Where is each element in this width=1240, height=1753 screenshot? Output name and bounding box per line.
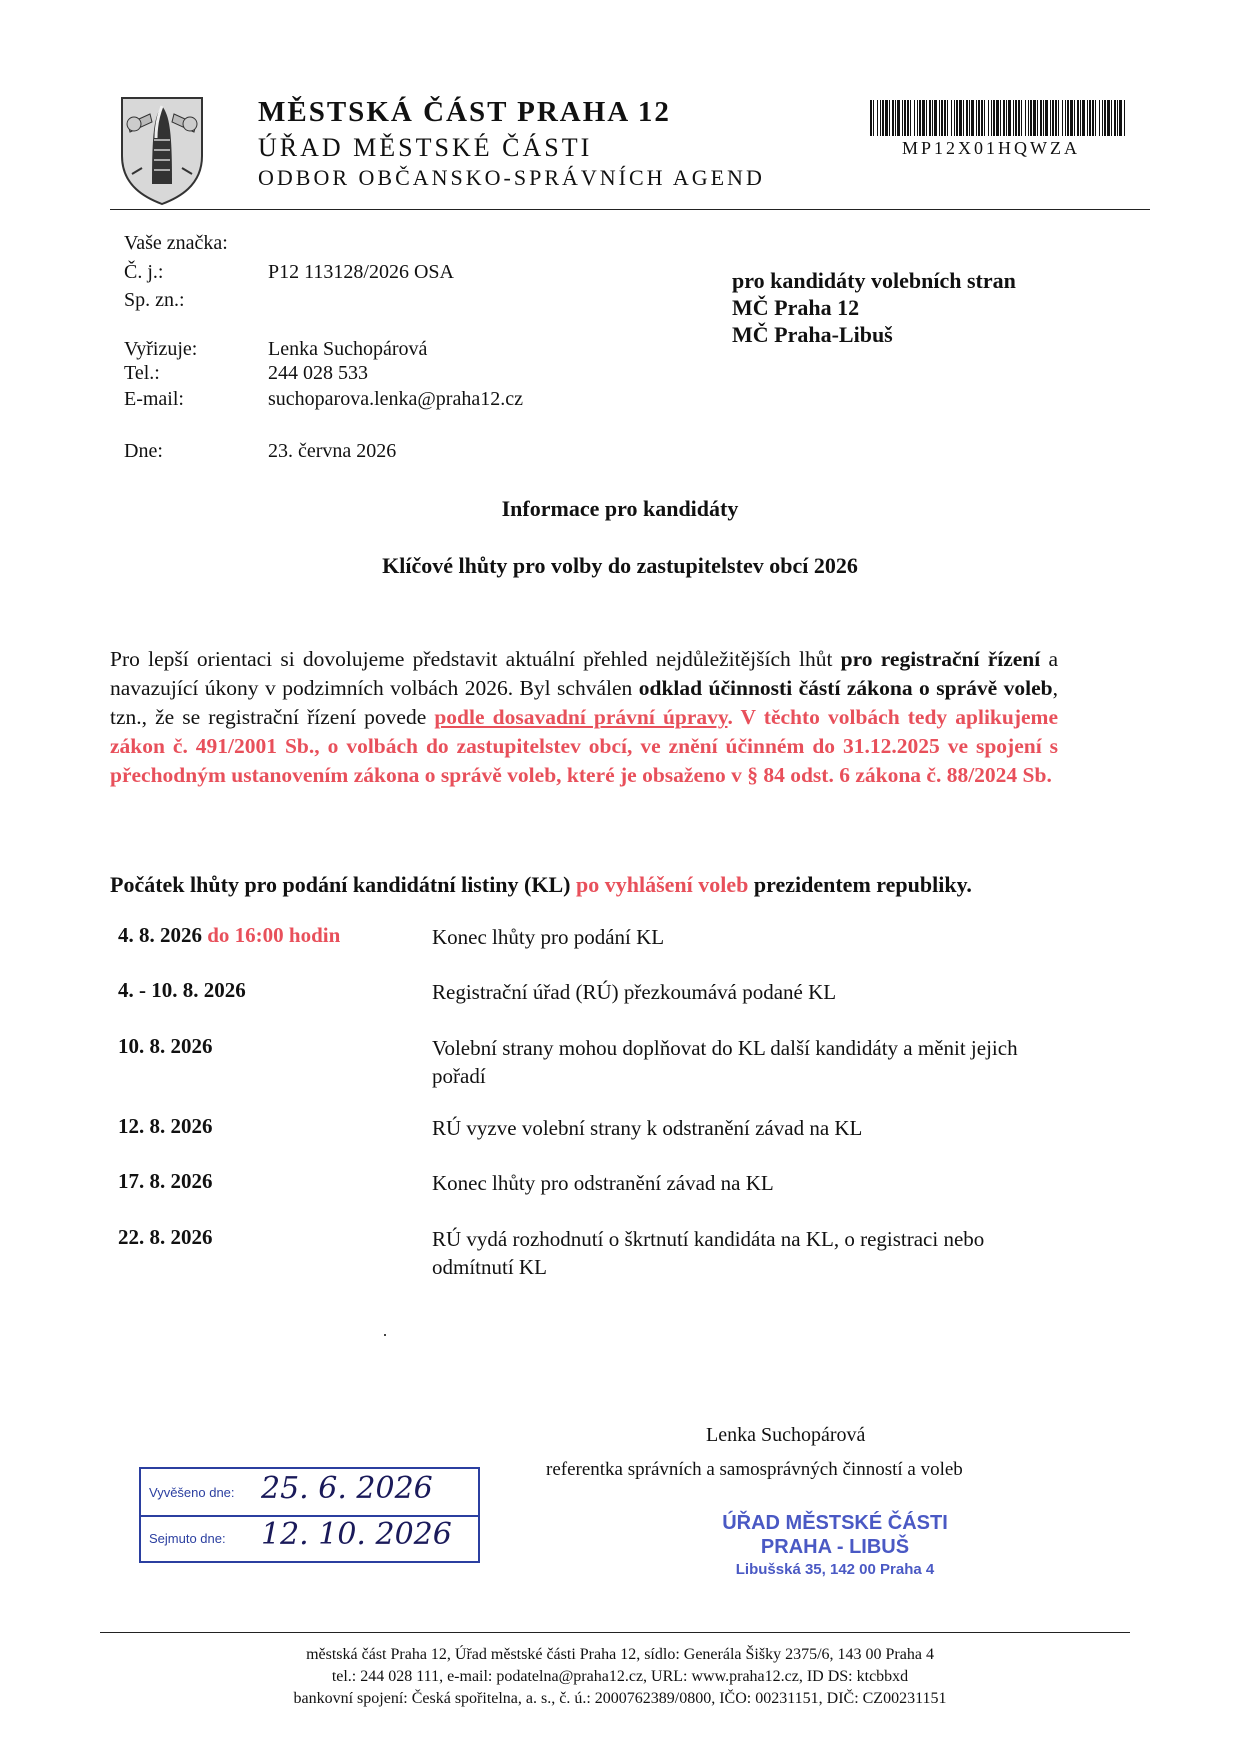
barcode-bar [932,100,933,136]
file-number-label: Sp. zn.: [124,289,185,311]
document-title: Informace pro kandidáty [501,496,739,521]
barcode-bar [1037,100,1038,136]
email[interactable]: suchoparova.lenka@praha12.cz [268,388,523,410]
posting-stamp [139,1467,480,1563]
barcode-bar [1055,100,1057,136]
barcode-bar [1008,100,1011,136]
barcode-bar [873,100,874,136]
office-stamp-line-3: Libušská 35, 142 00 Praha 4 [735,1561,935,1578]
deadline-date: 12. 8. 2026 [118,1114,213,1138]
intro-text-5: , tzn., že se registrační řízení povede [110,676,1058,729]
barcode-bar [993,100,995,136]
barcode-bar [1082,100,1085,136]
barcode-bar [1052,100,1054,136]
barcode-bar [870,100,872,136]
intro-text-2: pro registrační řízení [840,647,1041,671]
barcode-bar [1104,100,1106,136]
deadline-date-text: 4. 8. 2026 [118,923,202,947]
barcode-bar [1025,100,1026,136]
barcode-bar [907,100,909,136]
intro-link-legal[interactable]: podle dosavadní právní úpravy [434,705,728,729]
barcode-bar [1095,100,1096,136]
barcode-bar [939,100,940,136]
phone: 244 028 533 [268,362,368,384]
signer-name: Lenka Suchopárová [706,1424,866,1446]
barcode-bar [897,100,900,136]
phone-label: Tel.: [124,362,160,384]
barcode-bar [963,100,964,136]
signer-role: referentka správních a samosprávných činností a voleb [546,1459,963,1480]
barcode-bar [1006,100,1007,136]
office-stamp-line-2: PRAHA - LIBUŠ [760,1536,910,1558]
barcode-bar [1070,100,1073,136]
deadline-text: Konec lhůty pro podání KL [432,925,665,949]
barcode-bar [1074,100,1075,136]
barcode-bar [1099,100,1100,136]
deadline-text: RÚ vyzve volební strany k odstranění závad na KL [432,1116,863,1140]
barcode-bar [1062,100,1063,136]
intro-text-1: Pro lepší orientaci si dovolujeme představit aktuální přehled nejdůležitějších lhůt [110,647,841,671]
barcode-bar [1040,100,1042,136]
barcode-bar [978,100,980,136]
barcode-bar [1119,100,1122,136]
barcode-bar [1018,100,1020,136]
barcode-bar [1102,100,1103,136]
deadline-text: RÚ vydá rozhodnutí o škrtnutí kandidáta na KL, o registraci nebo odmítnutí KL [432,1227,985,1279]
handled-by: Lenka Suchopárová [268,338,428,360]
barcode-bar [895,100,896,136]
barcode-bar [954,100,955,136]
barcode-bar [1067,100,1069,136]
footer-divider [100,1632,1130,1633]
deadline-heading [110,872,972,898]
document-subtitle: Klíčové lhůty pro volby do zastupitelstev obcí 2026 [382,553,858,578]
barcode-bar [956,100,958,136]
date: 23. června 2026 [268,440,397,462]
barcode-bar [976,100,977,136]
deadline-text: Volební strany mohou doplňovat do KL další kandidáty a měnit jejich pořadí [432,1036,1018,1088]
barcode-number: MP12X01HQWZA [902,138,1080,158]
deadline-date: 17. 8. 2026 [118,1169,213,1193]
header-divider [110,209,1150,210]
intro-text-7: . V těchto volbách tedy aplikujeme zákon č. 491/2001 Sb., o volbách do zastupitelstev obcí, ve znění účinném do 31.12.2025 ve spojení s přechodným ustanovením zákona o správě voleb, které je obsaženo v § 84 odst. 6 zákona č. 88/2024 Sb. [110,705,1058,787]
barcode-bar [929,100,931,136]
barcode-bar [1065,100,1066,136]
barcode-bar [1050,100,1051,136]
barcode-bar [1003,100,1005,136]
barcode-bar [885,100,888,136]
barcode-bar [882,100,884,136]
deadline-text: Registrační úřad (RÚ) přezkoumává podané KL [432,980,837,1004]
barcode-bar [919,100,921,136]
barcode-bar [1028,100,1029,136]
deadline-heading-2: po vyhlášení voleb [576,872,749,897]
deadline-text: Konec lhůty pro odstranění závad na KL [432,1171,774,1195]
barcode-bar [981,100,983,136]
footer-line-3: bankovní spojení: Česká spořitelna, a. s., č. ú.: 2000762389/0800, IČO: 00231151, DIČ: CZ00231151 [293,1690,947,1707]
barcode-bar [1089,100,1091,136]
deadline-date: 22. 8. 2026 [118,1225,213,1249]
barcode-bar [904,100,906,136]
deadline-date-extra: do 16:00 hodin [202,923,341,947]
barcode-bar [1058,100,1059,136]
barcode-bar [1043,100,1044,136]
recipient-line-3: MČ Praha-Libuš [732,322,893,347]
barcode-bar [991,100,992,136]
barcode-bar [922,100,925,136]
department-name: ODBOR OBČANSKO-SPRÁVNÍCH AGEND [258,165,765,190]
our-reference-label: Vaše značka: [124,232,228,254]
barcode-bar [1107,100,1110,136]
barcode-bar [889,100,890,136]
office-stamp-line-1: ÚŘAD MĚSTSKÉ ČÁSTI [722,1512,948,1534]
barcode-bar [941,100,943,136]
barcode-bar [1087,100,1088,136]
barcode-bar [1045,100,1048,136]
email-label: E-mail: [124,388,184,410]
barcode-icon [870,100,1126,136]
barcode-bar [1092,100,1094,136]
handled-by-label: Vyřizuje: [124,338,198,360]
barcode-bar [947,100,948,136]
barcode-bar [1114,100,1116,136]
barcode-bar [892,100,894,136]
stray-dot [384,1334,386,1336]
barcode-bar [1077,100,1079,136]
barcode-bar [988,100,989,136]
intro-text-3: a navazující úkony v podzimních volbách 2026. Byl schválen [110,647,1059,700]
deadline-heading-3: prezidentem republiky. [748,872,972,897]
barcode-bar [944,100,946,136]
date-label: Dne: [124,440,163,462]
institution-name: MĚSTSKÁ ČÁST PRAHA 12 [258,96,671,128]
office-name: ÚŘAD MĚSTSKÉ ČÁSTI [258,133,593,162]
deadline-heading-1: Počátek lhůty pro podání kandidátní listiny (KL) [110,872,576,897]
footer-line-1: městská část Praha 12, Úřad městské části Praha 12, sídlo: Generála Šišky 2375/6, 143 00 Praha 4 [306,1646,934,1663]
footer-line-2: tel.: 244 028 111, e-mail: podatelna@praha12.cz, URL: www.praha12.cz, ID DS: ktcbbxd [331,1668,909,1685]
barcode-bar [877,100,878,136]
barcode-bar [1117,100,1118,136]
barcode-bar [902,100,903,136]
barcode-bar [934,100,937,136]
barcode-bar [1111,100,1112,136]
barcode-bar [959,100,962,136]
reference-number: P12 113128/2026 OSA [268,261,454,283]
barcode-bar [1015,100,1017,136]
barcode-bar [1030,100,1032,136]
barcode-bar [971,100,974,136]
barcode-bar [1013,100,1014,136]
barcode-bar [984,100,985,136]
reference-number-label: Č. j.: [124,261,164,283]
removed-label: Sejmuto dne: [149,1531,226,1546]
coat-of-arms-icon [118,94,206,206]
recipient-line-1: pro kandidáty volebních stran [732,268,1016,293]
barcode-bar [1000,100,1001,136]
recipient-line-2: MČ Praha 12 [732,295,860,320]
intro-text-4: odklad účinnosti částí zákona o správě voleb [638,676,1053,700]
posted-date: 25. 6. 2026 [261,1471,433,1506]
barcode-bar [966,100,968,136]
intro-paragraph [110,645,1058,790]
barcode-bar [951,100,952,136]
barcode-bar [969,100,970,136]
barcode-bar [1080,100,1081,136]
barcode-bar [926,100,927,136]
barcode-bar [1033,100,1036,136]
deadline-date [118,923,340,948]
deadline-date: 10. 8. 2026 [118,1034,213,1058]
barcode-bar [910,100,911,136]
removed-date: 12. 10. 2026 [261,1517,452,1552]
barcode-bar [996,100,999,136]
posted-label: Vyvěšeno dne: [149,1485,235,1500]
barcode-bar [880,100,881,136]
deadline-date: 4. - 10. 8. 2026 [118,978,246,1002]
barcode-bar [1124,100,1125,136]
barcode-bar [914,100,915,136]
barcode-bar [917,100,918,136]
barcode-bar [1021,100,1022,136]
